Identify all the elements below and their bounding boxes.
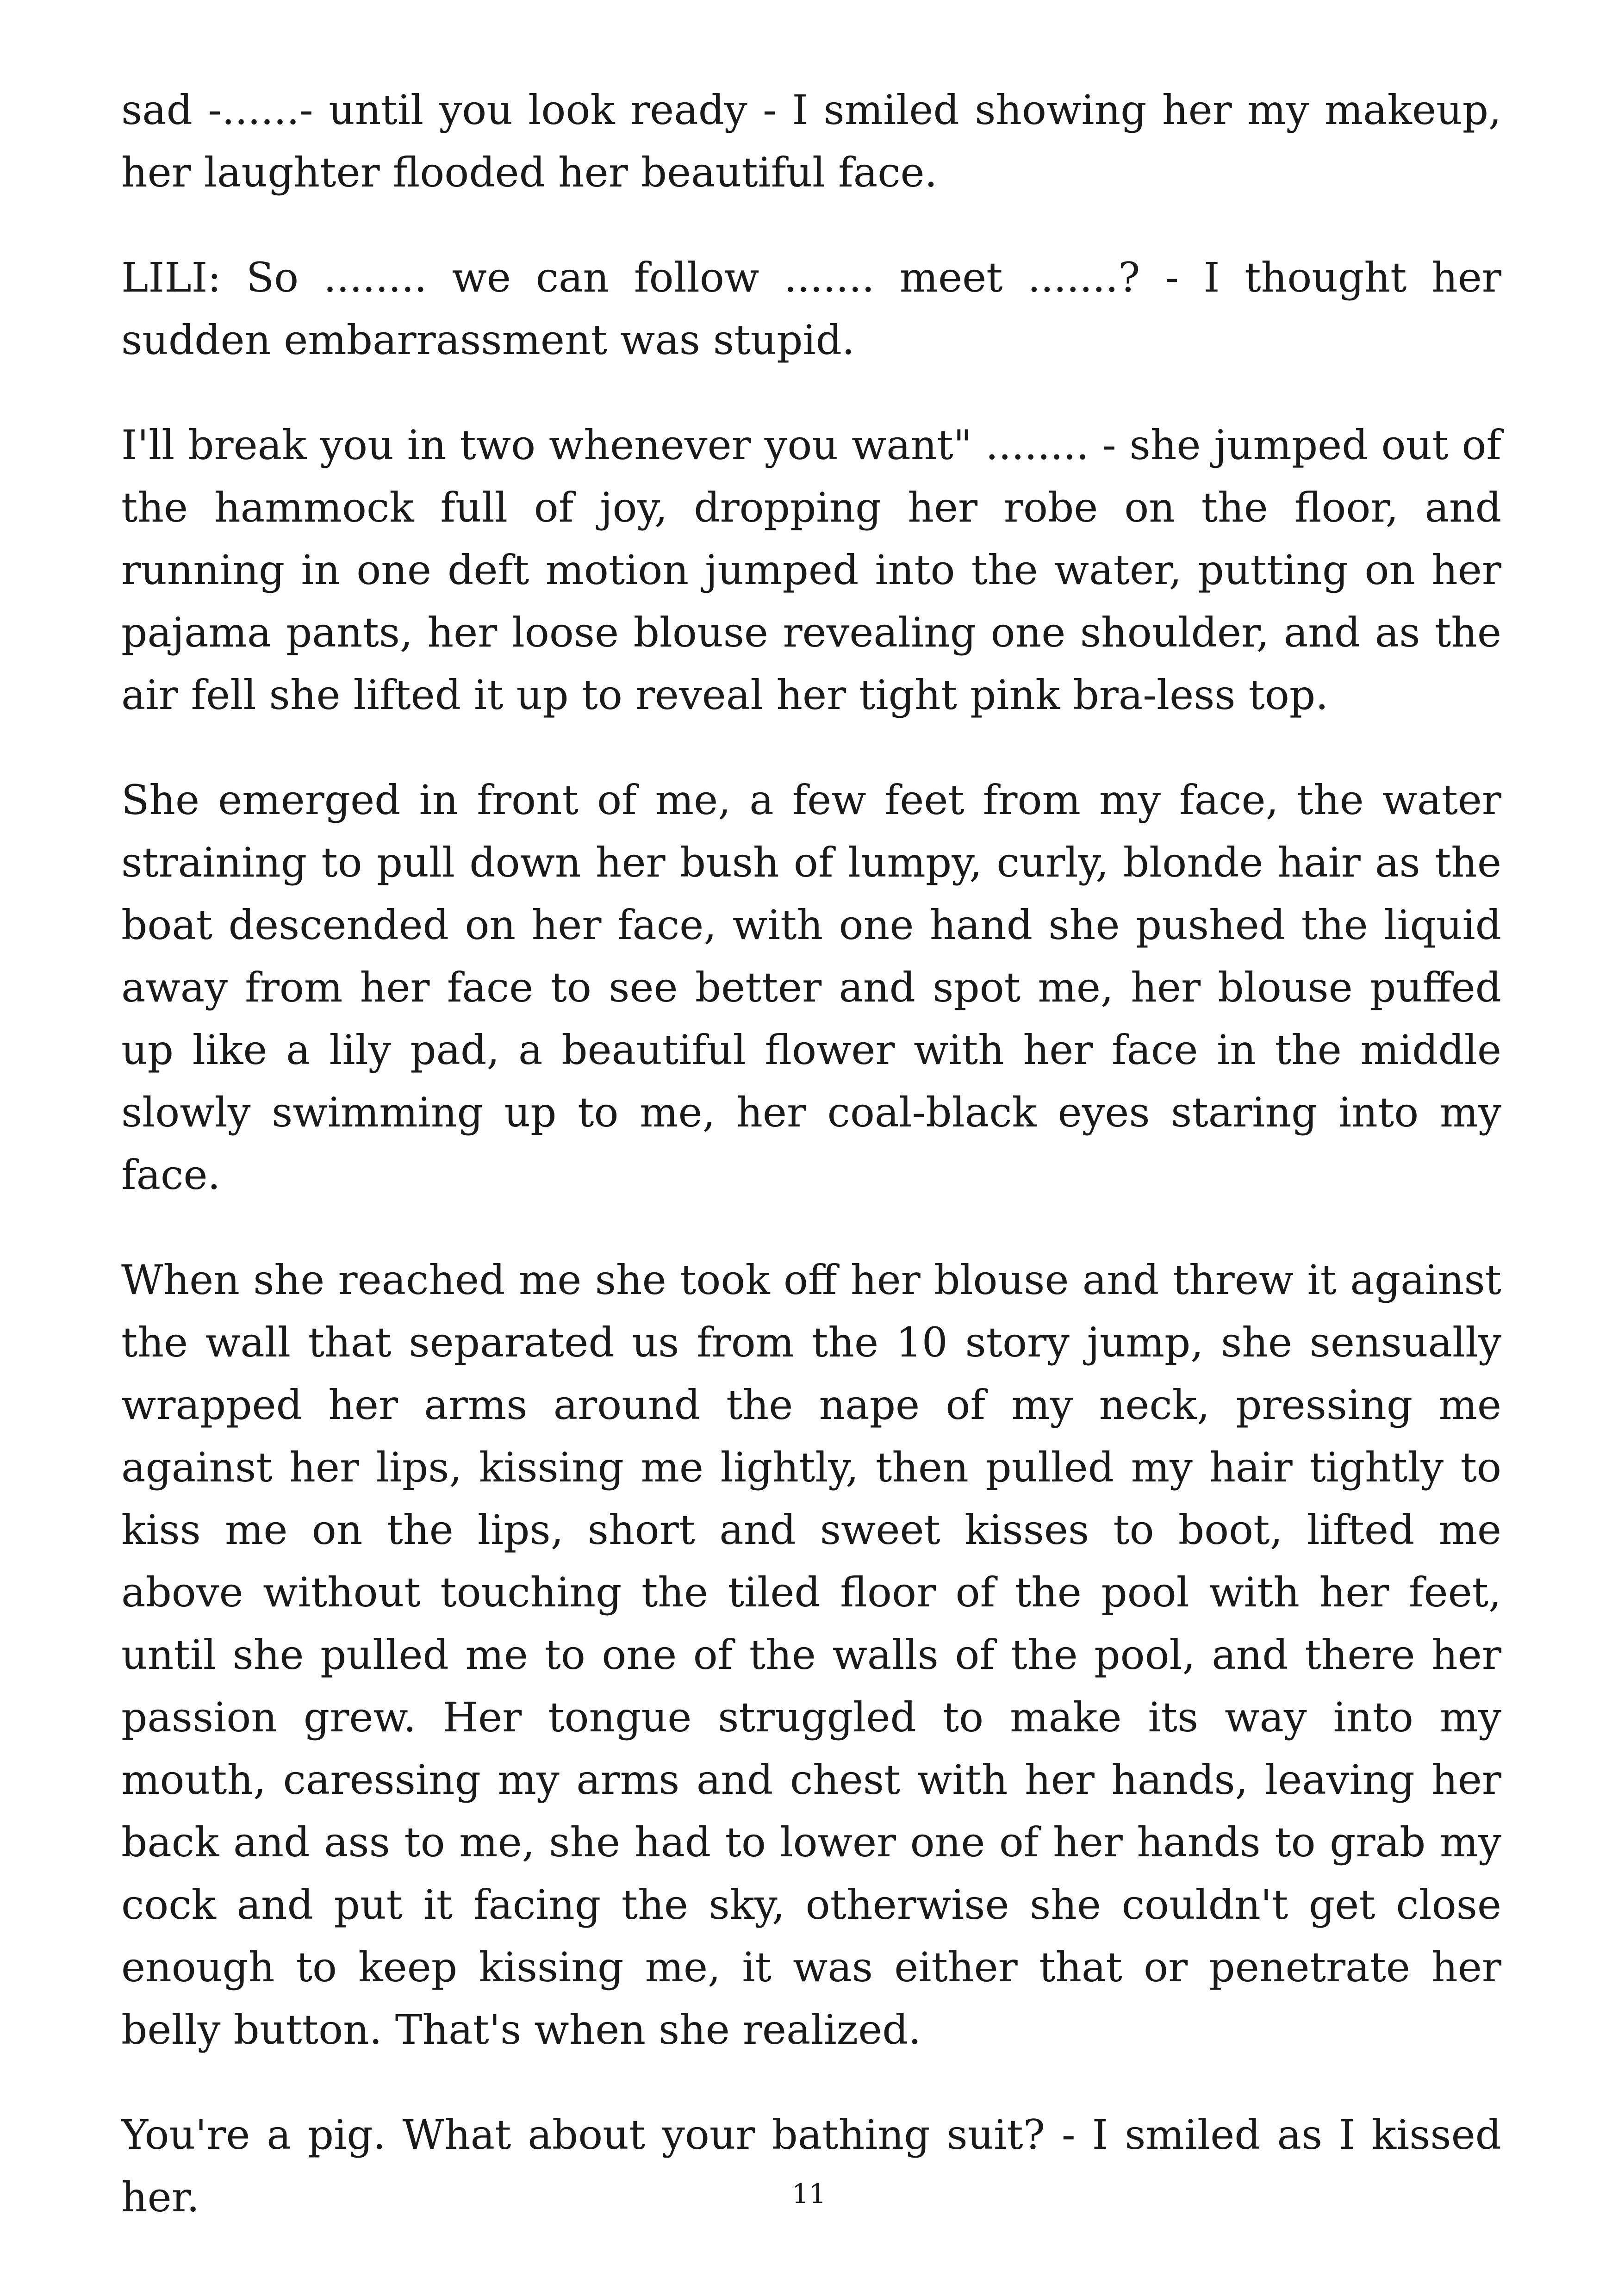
paragraph: When she reached me she took off her blouse and threw it against the wall that separated us from the 10 story jump, she sensually wrapped her arms around the nape of my neck, pressing me against her lips, kissing me lightly, then pulled my hair tightly to kiss me on the lips, short and sweet kisses to boot, lifted me above without touching the tiled floor of the pool with her feet, until she pulled me to one of the walls of the pool, and there her passion grew. Her tongue struggled to make its way into my mouth, caressing my arms and chest with her hands, leaving her back and ass to me, she had to lower one of her hands to grab my cock and put it facing the sky, otherwise she couldn't get close enough to keep kissing me, it was either that or penetrate her belly button. That's when she realized.	[121, 1256, 1501, 2053]
paragraph: You're a pig. What about your bathing suit? - I smiled as I kissed her.	[121, 2111, 1501, 2221]
paragraph: LILI: So ........ we can follow ....... meet .......? - I thought her sudden embarrassment was stupid.	[121, 254, 1501, 364]
paragraph: I'll break you in two whenever you want" ........ - she jumped out of the hammock full of joy, dropping her robe on the floor, and running in one deft motion jumped into the water, putting on her pajama pants, her loose blouse revealing one shoulder, and as the air fell she lifted it up to reveal her tight pink bra-less top.	[121, 421, 1501, 719]
body-text	[121, 79, 1501, 2271]
paragraph: sad -......- until you look ready - I smiled showing her my makeup, her laughter flooded her beautiful face.	[121, 86, 1501, 196]
paragraph: She emerged in front of me, a few feet from my face, the water straining to pull down her bush of lumpy, curly, blonde hair as the boat descended on her face, with one hand she pushed the liquid away from her face to see better and spot me, her blouse puffed up like a lily pad, a beautiful flower with her face in the middle slowly swimming up to me, her coal-black eyes staring into my face.	[121, 776, 1501, 1199]
page-number: 11	[792, 2178, 826, 2209]
